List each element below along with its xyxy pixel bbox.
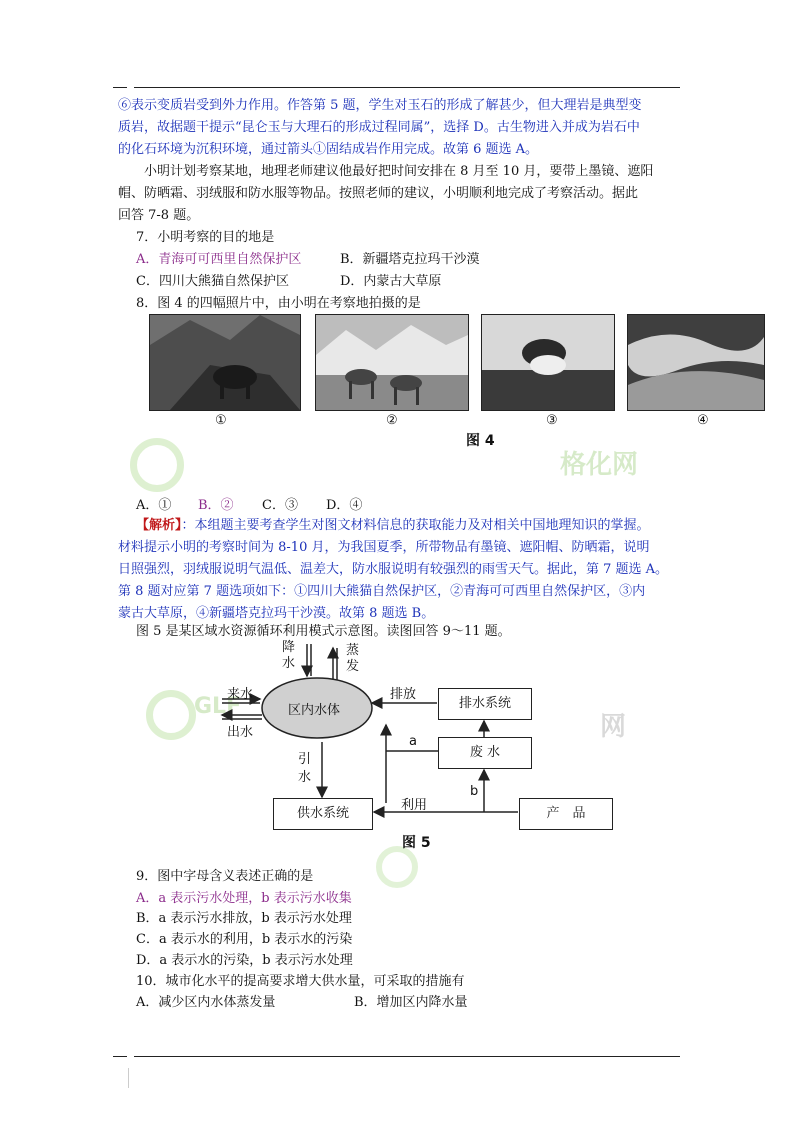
outflow-label: 出水 [227,725,254,740]
figure-4-caption: 图 4 [466,433,495,449]
q9-option-b: B．a 表示污水排放，b 表示污水处理 [136,911,352,926]
waste-water-box: 废 水 [438,737,532,769]
q7-stem: 7．小明考察的目的地是 [136,230,275,245]
q8-option-a: A．① [136,498,172,513]
q9-option-d: D．a 表示水的污染，b 表示污水处理 [136,953,353,968]
figure-5-caption: 图 5 [402,835,431,851]
footer-rule-tick [113,1056,127,1057]
q7-option-d: D．内蒙古大草原 [340,274,442,289]
q10-option-b: B．增加区内降水量 [354,995,468,1010]
q10-stem: 10．城市化水平的提高要求增大供水量，可采取的措施有 [136,974,465,989]
stem-7-8-line: 帽、防晒霜、羽绒服和防水服等物品。按照老师的建议，小明顺利地完成了考察活动。据此 [118,186,639,201]
rain-label: 降水 [282,640,296,671]
watermark-brand: 格化网 [560,450,639,480]
product-box: 产 品 [519,798,613,830]
explanation-prev-line: ⑥表示变质岩受到外力作用。作答第 5 题，学生对玉石的形成了解甚少，但大理岩是典型变 [118,98,642,113]
q7-option-a: A．青海可可西里自然保护区 [136,252,302,267]
q7-option-b: B．新疆塔克拉玛干沙漠 [340,252,480,267]
draw-water-label: 引水 [298,752,312,785]
q8-option-d: D．④ [326,498,363,513]
analysis-first-text: ：本组题主要考查学生对图文材料信息的获取能力及对相关中国地理知识的掌握。 [181,518,650,533]
q9-stem: 9．图中字母含义表述正确的是 [136,869,314,884]
explanation-prev-line: 的化石环境为沉积环境，通过箭头①固结成岩作用完成。故第 6 题选 A。 [118,142,539,157]
q10-option-a: A．减少区内水体蒸发量 [136,995,276,1010]
q8-option-c: C．③ [262,498,298,513]
q8-option-b: B．② [198,498,234,513]
analysis-line: 材料提示小明的考察时间为 8-10 月，为我国夏季，所带物品有墨镜、遮阳帽、防晒霜，说明 [118,540,650,555]
evaporation-label: 蒸发 [346,643,360,674]
drainage-system-box: 排水系统 [438,688,532,720]
b-label: b [470,784,479,799]
analysis-line: 日照强烈，羽绒服说明气温低、温差大，防水服说明有较强烈的雨雪天气。据此，第 7 题选 A。 [118,562,669,577]
photo-label: ④ [697,413,709,428]
analysis-line: 蒙古大草原，④新疆塔克拉玛干沙漠。故第 8 题选 B。 [118,606,435,621]
q7-option-c: C．四川大熊猫自然保护区 [136,274,289,289]
margin-mark [128,1068,129,1088]
stem-9-11: 图 5 是某区域水资源循环利用模式示意图。读图回答 9～11 题。 [136,624,511,639]
watermark-brand-2: 网 [600,712,627,742]
discharge-label: 排放 [390,687,417,702]
q9-option-c: C．a 表示水的利用，b 表示水的污染 [136,932,353,947]
use-label: 利用 [401,798,428,813]
q8-stem: 8．图 4 的四幅照片中，由小明在考察地拍摄的是 [136,296,421,311]
stem-7-8-line: 小明计划考察某地，地理老师建议他最好把时间安排在 8 月至 10 月，要带上墨镜、遮阳 [144,164,654,179]
analysis-tag: 【解析】 [136,518,182,533]
explanation-prev-line: 质岩，故据题干提示“昆仑玉与大理石的形成过程同属”，选择 D。古生物进入并成为岩石中 [118,120,640,135]
photo-label: ① [215,413,227,428]
inflow-label: 来水 [227,687,254,702]
q9-option-a: A．a 表示污水处理，b 表示污水收集 [136,891,352,906]
a-label: a [409,734,417,749]
photo-label: ③ [546,413,558,428]
footer-rule [134,1056,680,1057]
watermark-latin: GLF [194,694,242,719]
stem-7-8-line: 回答 7-8 题。 [118,208,200,223]
analysis-line: 第 8 题对应第 7 题选项如下：①四川大熊猫自然保护区，②青海可可西里自然保护区，③内 [118,584,646,599]
supply-system-box: 供水系统 [273,798,373,830]
photo-label: ② [386,413,398,428]
water-body-label: 区内水体 [288,703,341,718]
